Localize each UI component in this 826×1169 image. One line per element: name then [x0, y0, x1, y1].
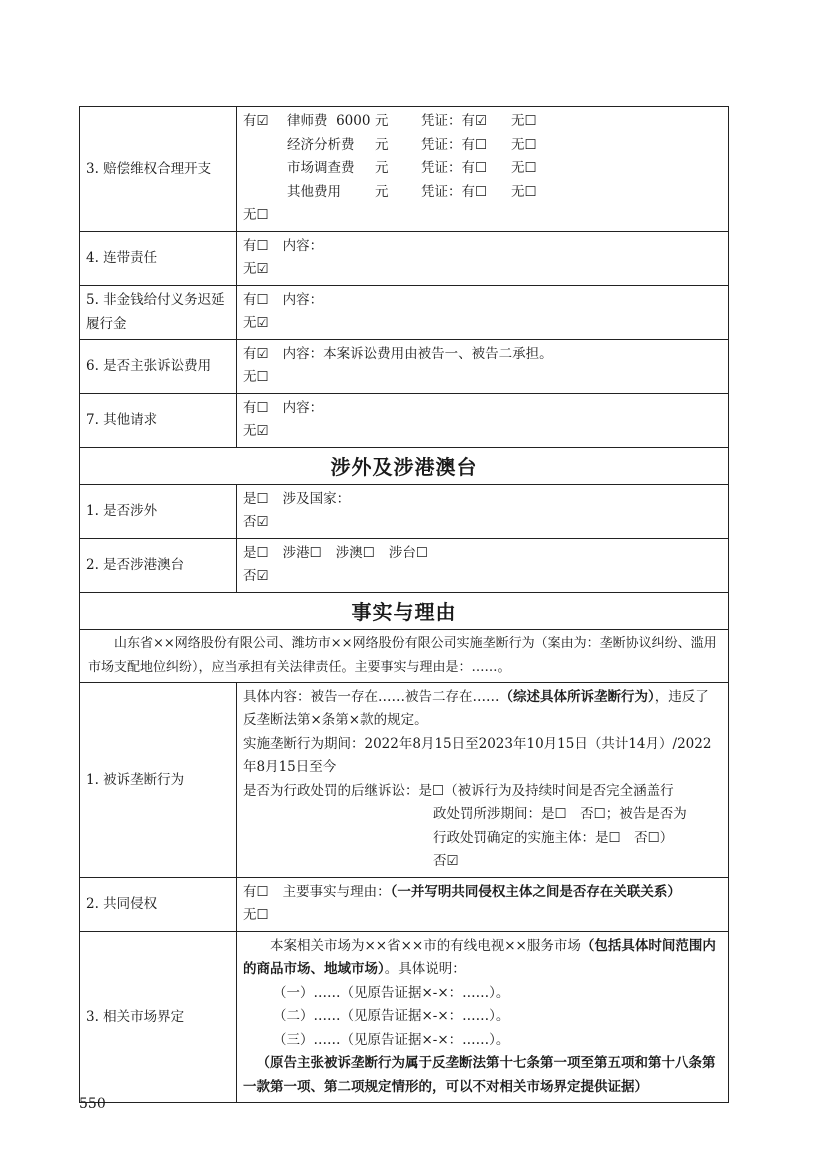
expenses-label: 3. 赔偿维权合理开支 [80, 107, 237, 232]
late-performance-content [237, 285, 729, 339]
hk-mo-tw-label: 2. 是否涉港澳台 [80, 538, 237, 592]
market-fee-unit: 元 [375, 160, 389, 176]
lawyer-fee-proof-yes[interactable]: 凭证：有☑ [421, 113, 488, 129]
section-foreign-row [80, 447, 729, 484]
market-fee-proof-yes[interactable]: 凭证：有☐ [421, 160, 488, 176]
row-alleged-conduct [80, 682, 729, 877]
other-requests-label: 7. 其他请求 [80, 393, 237, 447]
row-facts-intro [80, 629, 729, 682]
row-joint-infringement [80, 877, 729, 931]
litigation-costs-yes-checkbox[interactable]: 有☑ [243, 345, 269, 362]
facts-intro-paragraph: 山东省××网络股份有限公司、潍坊市××网络股份有限公司实施垄断行为（案由为：垄断协议纠纷、滥用市场支配地位纠纷），应当承担有关法律责任。主要事实与理由是：……。 [80, 629, 729, 682]
admin-penalty-no-checkbox[interactable]: 否☑ [433, 853, 459, 869]
expenses-content [237, 107, 729, 232]
market-fee-label: 市场调查费 [287, 160, 355, 176]
market-point-2: （二）……（见原告证据×-×：……）。 [273, 1008, 510, 1024]
late-performance-label: 5. 非金钱给付义务迟延履行金 [80, 285, 237, 339]
late-performance-no-checkbox[interactable]: 无☑ [243, 315, 269, 331]
admin-penalty-period-check[interactable]: 政处罚所涉期间：是☐ 否☐；被告是否为 [433, 806, 687, 822]
market-point-3: （三）……（见原告证据×-×：……）。 [273, 1031, 510, 1048]
litigation-costs-content [237, 339, 729, 393]
other-requests-content [237, 393, 729, 447]
foreign-label: 1. 是否涉外 [80, 484, 237, 538]
admin-penalty-question[interactable]: 是否为行政处罚的后继诉讼：是☐（被诉行为及持续时间是否完全涵盖行 [243, 782, 674, 799]
lawyer-fee-proof-no[interactable]: 无☐ [511, 113, 537, 129]
litigation-costs-label: 6. 是否主张诉讼费用 [80, 339, 237, 393]
litigation-costs-detail: 内容：本案诉讼费用由被告一、被告二承担。 [282, 345, 553, 362]
joint-infringement-hint: （一并写明共同侵权主体之间是否存在关联关系） [390, 883, 681, 900]
joint-liability-content [237, 231, 729, 285]
economic-fee-proof-yes[interactable]: 凭证：有☐ [421, 136, 488, 153]
joint-liability-label: 4. 连带责任 [80, 231, 237, 285]
relevant-market-label: 3. 相关市场界定 [80, 931, 237, 1103]
row-late-performance [80, 285, 729, 339]
lawyer-fee-unit: 元 [375, 113, 389, 129]
joint-liability-detail: 内容： [282, 237, 324, 254]
other-fee-label: 其他费用 [287, 183, 341, 200]
expenses-none-checkbox[interactable]: 无☐ [243, 207, 269, 223]
relevant-market-scope-hint: （包括具体时间范围内的商品市场、地域市场） [243, 937, 716, 977]
fee-row-market [243, 157, 728, 181]
row-joint-liability [80, 231, 729, 285]
joint-liability-yes-checkbox[interactable]: 有☐ [243, 237, 269, 254]
joint-infringement-label: 2. 共同侵权 [80, 877, 237, 931]
conduct-description: 具体内容：被告一存在……被告二存在……（综述具体所诉垄断行为），违反了反垄断法第×条第×款的规定。 [243, 688, 709, 728]
taiwan-checkbox[interactable]: 涉台☐ [388, 544, 428, 561]
page-number: 550 [79, 1096, 106, 1112]
hk-mo-tw-content [237, 538, 729, 592]
other-requests-no-checkbox[interactable]: 无☑ [243, 423, 269, 439]
fee-row-lawyer [243, 110, 728, 134]
hk-mo-tw-no-checkbox[interactable]: 否☑ [243, 568, 269, 584]
hk-mo-tw-yes-checkbox[interactable]: 是☐ [243, 544, 269, 561]
admin-penalty-subject-check[interactable]: 行政处罚确定的实施主体：是☐ 否☐） [433, 829, 674, 846]
other-requests-yes-checkbox[interactable]: 有☐ [243, 399, 269, 416]
late-performance-detail: 内容： [282, 291, 324, 308]
joint-infringement-content [237, 877, 729, 931]
market-point-1: （一）……（见原告证据×-×：……）。 [273, 984, 510, 1001]
other-fee-proof-yes[interactable]: 凭证：有☐ [421, 183, 488, 200]
joint-infringement-facts: 主要事实与理由： [282, 883, 391, 900]
fee-row-other [243, 181, 728, 205]
hk-checkbox[interactable]: 涉港☐ [282, 544, 322, 561]
economic-fee-proof-no[interactable]: 无☐ [511, 136, 537, 153]
market-fee-proof-no[interactable]: 无☐ [511, 160, 537, 176]
joint-liability-no-checkbox[interactable]: 无☑ [243, 261, 269, 277]
litigation-costs-no-checkbox[interactable]: 无☐ [243, 369, 269, 385]
alleged-conduct-label: 1. 被诉垄断行为 [80, 682, 237, 877]
foreign-country-field: 涉及国家： [282, 490, 351, 507]
joint-infringement-yes-checkbox[interactable]: 有☐ [243, 883, 269, 900]
macao-checkbox[interactable]: 涉澳☐ [335, 544, 375, 561]
complaint-form-table [79, 106, 729, 1103]
conduct-summary-hint: （综述具体所诉垄断行为） [499, 688, 655, 705]
alleged-conduct-content [237, 682, 729, 877]
relevant-market-note: （原告主张被诉垄断行为属于反垄断法第十七条第一项至第五项和第十八条第一款第一项、第二项规定情形的，可以不对相关市场界定提供证据） [243, 1055, 716, 1095]
lawyer-fee-amount: 6000 [336, 113, 371, 129]
joint-infringement-no-checkbox[interactable]: 无☐ [243, 907, 269, 923]
lawyer-fee-checkbox[interactable]: 有☑ [243, 113, 269, 129]
other-requests-detail: 内容： [282, 399, 324, 416]
foreign-no-checkbox[interactable]: 否☑ [243, 514, 269, 530]
section-facts-row [80, 592, 729, 629]
foreign-content [237, 484, 729, 538]
lawyer-fee-label: 律师费 [287, 113, 328, 129]
other-fee-proof-no[interactable]: 无☐ [511, 183, 537, 200]
economic-fee-label: 经济分析费 [287, 136, 355, 153]
conduct-period: 实施垄断行为期间：2022年8月15日至2023年10月15日（共计14月）/2022年8月15日至今 [243, 735, 712, 775]
other-fee-unit: 元 [375, 183, 389, 200]
foreign-yes-checkbox[interactable]: 是☐ [243, 490, 269, 507]
row-expenses [80, 107, 729, 232]
economic-fee-unit: 元 [375, 136, 389, 153]
row-hk-mo-tw [80, 538, 729, 592]
relevant-market-definition: 本案相关市场为××省××市的有线电视××服务市场（包括具体时间范围内的商品市场、地域市场）。具体说明： [243, 937, 716, 977]
section-heading-facts: 事实与理由 [80, 592, 729, 629]
section-heading-foreign: 涉外及涉港澳台 [80, 447, 729, 484]
relevant-market-content [237, 931, 729, 1103]
row-other-requests [80, 393, 729, 447]
fee-row-economic [243, 134, 728, 158]
row-foreign [80, 484, 729, 538]
row-litigation-costs [80, 339, 729, 393]
row-relevant-market [80, 931, 729, 1103]
late-performance-yes-checkbox[interactable]: 有☐ [243, 291, 269, 308]
